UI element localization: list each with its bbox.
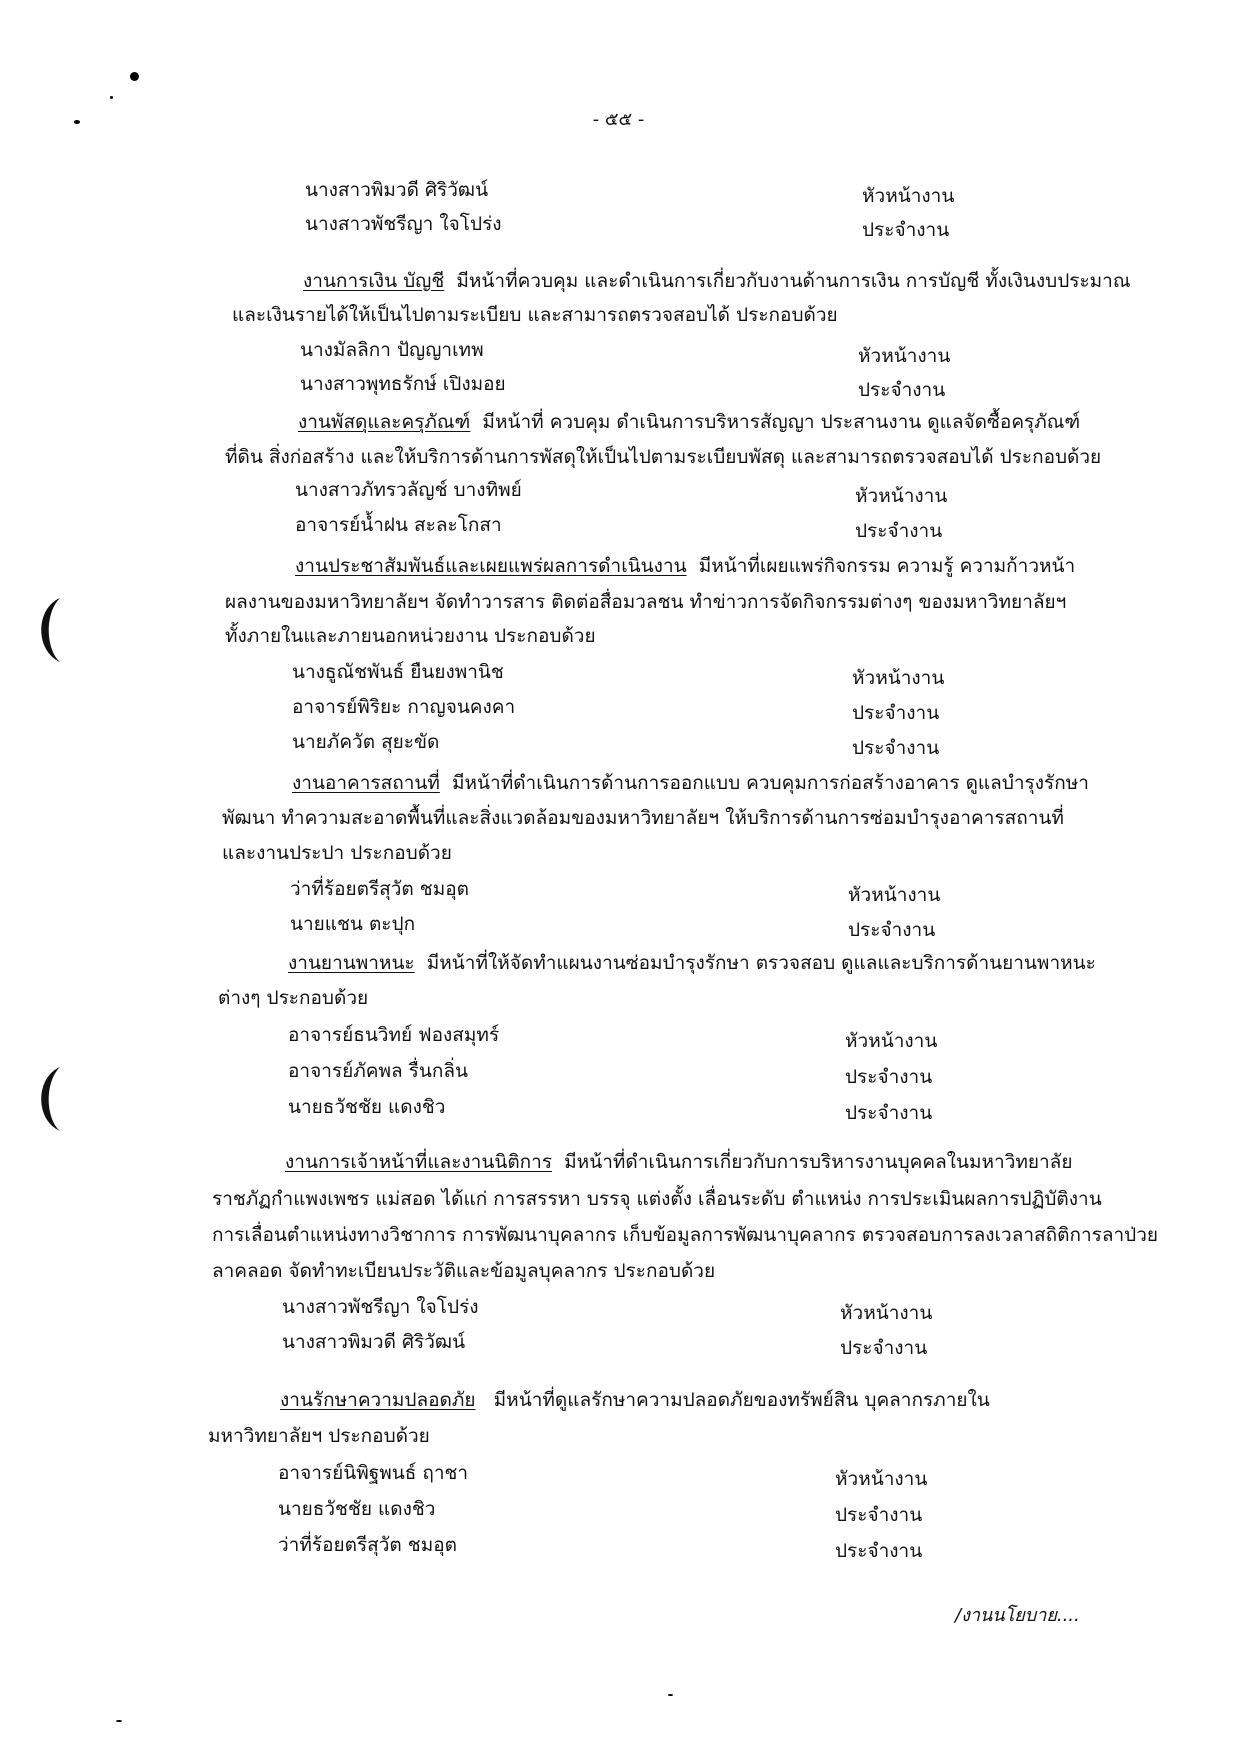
staff-role: หัวหน้างาน — [835, 1468, 928, 1490]
page-number: - ๕๕ - — [592, 109, 645, 130]
staff-role: หัวหน้างาน — [855, 485, 948, 507]
section-heading-buildings: งานอาคารสถานที่ — [292, 772, 440, 794]
staff-name: อาจารย์น้ำฝน สะละโกสา — [295, 514, 502, 536]
section-text: และงานประปา ประกอบด้วย — [222, 842, 452, 864]
section-buildings-line1 — [292, 768, 1089, 798]
section-finance-line1 — [303, 266, 1130, 296]
staff-name: นางสาวพัชรีญา ใจโปร่ง — [305, 213, 502, 235]
section-heading-supplies: งานพัสดุและครุภัณฑ์ — [298, 411, 471, 433]
section-heading-personnel: งานการเจ้าหน้าที่และงานนิติการ — [285, 1151, 553, 1173]
section-heading-security: งานรักษาความปลอดภัย — [280, 1389, 476, 1411]
staff-name: นางสาวพุทธรักษ์ เปิงมอย — [300, 373, 506, 395]
section-text: ลาคลอด จัดทำทะเบียนประวัติและข้อมูลบุคลากร ประกอบด้วย — [212, 1260, 716, 1282]
section-text: มหาวิทยาลัยฯ ประกอบด้วย — [208, 1425, 430, 1447]
staff-name: อาจารย์ภัคพล รื่นกลิ่น — [288, 1060, 468, 1082]
staff-role: หัวหน้างาน — [858, 345, 951, 367]
section-text: ราชภัฏกำแพงเพชร แม่สอด ได้แก่ การสรรหา บรรจุ แต่งตั้ง เลื่อนระดับ ตำแหน่ง การประเมินผลการปฏิบัติงาน — [212, 1188, 1102, 1210]
punch-hole-mark — [30, 594, 64, 666]
section-text: มีหน้าที่ ควบคุม ดำเนินการบริหารสัญญา ประสานงาน ดูแลจัดซื้อครุภัณฑ์ — [482, 411, 1081, 433]
staff-name: นางสาวภัทรวลัญช์ บางทิพย์ — [295, 479, 522, 501]
staff-role: ประจำงาน — [862, 219, 950, 241]
staff-role: ประจำงาน — [835, 1540, 923, 1562]
staff-name: นางสาวพัชรีญา ใจโปร่ง — [282, 1296, 479, 1318]
section-text: ต่างๆ ประกอบด้วย — [218, 987, 369, 1009]
staff-role: หัวหน้างาน — [840, 1302, 933, 1324]
section-text: มีหน้าที่ให้จัดทำแผนงานซ่อมบำรุงรักษา ตรวจสอบ ดูแลและบริการด้านยานพาหนะ — [426, 952, 1096, 974]
section-heading-pr: งานประชาสัมพันธ์และเผยแพร่ผลการดำเนินงาน — [295, 555, 687, 577]
staff-role: ประจำงาน — [840, 1337, 928, 1359]
staff-name: อาจารย์พิริยะ กาญจนคงคา — [292, 696, 516, 718]
staff-name: อาจารย์นิพิฐพนธ์ ฤาชา — [278, 1462, 469, 1484]
section-personnel-line1 — [285, 1147, 1072, 1177]
staff-name: อาจารย์ธนวิทย์ ฟองสมุทร์ — [288, 1024, 500, 1046]
section-heading-finance: งานการเงิน บัญชี — [303, 270, 445, 292]
staff-name: นายธวัชชัย แดงชิว — [278, 1498, 436, 1520]
section-text: ที่ดิน สิ่งก่อสร้าง และให้บริการด้านการพัสดุให้เป็นไปตามระเบียบพัสดุ และสามารถตรวจสอบได้ ประกอบด้วย — [225, 446, 1102, 468]
staff-role: ประจำงาน — [852, 702, 940, 724]
staff-role: หัวหน้างาน — [862, 185, 955, 207]
staff-role: หัวหน้างาน — [845, 1030, 938, 1052]
section-pr-line1 — [295, 551, 1075, 581]
staff-role: ประจำงาน — [845, 1102, 933, 1124]
section-security-line1 — [280, 1385, 990, 1415]
staff-role: ประจำงาน — [858, 379, 946, 401]
section-supplies-line1 — [298, 407, 1080, 437]
staff-role: ประจำงาน — [845, 1066, 933, 1088]
section-text: พัฒนา ทำความสะอาดพื้นที่และสิ่งแวดล้อมของมหาวิทยาลัยฯ ให้บริการด้านการซ่อมบำรุงอาคารสถานที่ — [222, 807, 1064, 829]
staff-role: ประจำงาน — [852, 737, 940, 759]
section-text: มีหน้าที่ดำเนินการเกี่ยวกับการบริหารงานบุคคลในมหาวิทยาลัย — [564, 1151, 1073, 1173]
staff-name: นายภัควัต สุยะขัด — [292, 731, 440, 753]
section-text: การเลื่อนตำแหน่งทางวิชาการ การพัฒนาบุคลากร เก็บข้อมูลการพัฒนาบุคลากร ตรวจสอบการลงเวลาสถิติการลาป่วย — [212, 1224, 1158, 1246]
staff-name: ว่าที่ร้อยตรีสุวัต ชมอุต — [290, 878, 469, 900]
punch-hole-mark — [30, 1063, 64, 1135]
section-text: มีหน้าที่ดำเนินการด้านการออกแบบ ควบคุมการก่อสร้างอาคาร ดูแลบำรุงรักษา — [451, 772, 1089, 794]
staff-name: ว่าที่ร้อยตรีสุวัต ชมอุต — [278, 1534, 457, 1556]
section-vehicles-line1 — [288, 948, 1096, 978]
section-text: และเงินรายได้ให้เป็นไปตามระเบียบ และสามารถตรวจสอบได้ ประกอบด้วย — [232, 304, 838, 326]
scan-speck — [116, 1720, 122, 1722]
staff-role: ประจำงาน — [855, 520, 943, 542]
staff-role: หัวหน้างาน — [848, 884, 941, 906]
section-heading-vehicles: งานยานพาหนะ — [288, 952, 415, 974]
staff-name: นางมัลลิกา ปัญญาเทพ — [300, 339, 484, 361]
section-text: มีหน้าที่ควบคุม และดำเนินการเกี่ยวกับงานด้านการเงิน การบัญชี ทั้งเงินงบประมาณ — [456, 270, 1131, 292]
staff-name: นางสาวพิมวดี ศิริวัฒน์ — [282, 1331, 466, 1353]
section-text: มีหน้าที่ดูแลรักษาความปลอดภัยของทรัพย์สิน บุคลากรภายใน — [493, 1389, 990, 1411]
staff-role: หัวหน้างาน — [852, 667, 945, 689]
scan-speck — [130, 72, 139, 81]
staff-name: นายแชน ตะปุก — [290, 913, 416, 935]
scan-speck — [668, 1694, 673, 1696]
staff-name: นางธูณัชพันธ์ ยืนยงพานิช — [292, 661, 504, 683]
section-text: ผลงานของมหาวิทยาลัยฯ จัดทำวารสาร ติดต่อสื่อมวลชน ทำข่าวการจัดกิจกรรมต่างๆ ของมหาวิทยาลัยฯ — [225, 591, 1067, 613]
staff-role: ประจำงาน — [848, 919, 936, 941]
footer-continuation: /งานนโยบาย.... — [955, 1605, 1080, 1626]
section-text: มีหน้าที่เผยแพร่กิจกรรม ความรู้ ความก้าวหน้า — [698, 555, 1076, 577]
staff-name: นางสาวพิมวดี ศิริวัฒน์ — [305, 179, 489, 201]
staff-name: นายธวัชชัย แดงชิว — [288, 1096, 446, 1118]
scan-speck — [110, 96, 113, 99]
section-text: ทั้งภายในและภายนอกหน่วยงาน ประกอบด้วย — [225, 625, 596, 647]
staff-role: ประจำงาน — [835, 1504, 923, 1526]
